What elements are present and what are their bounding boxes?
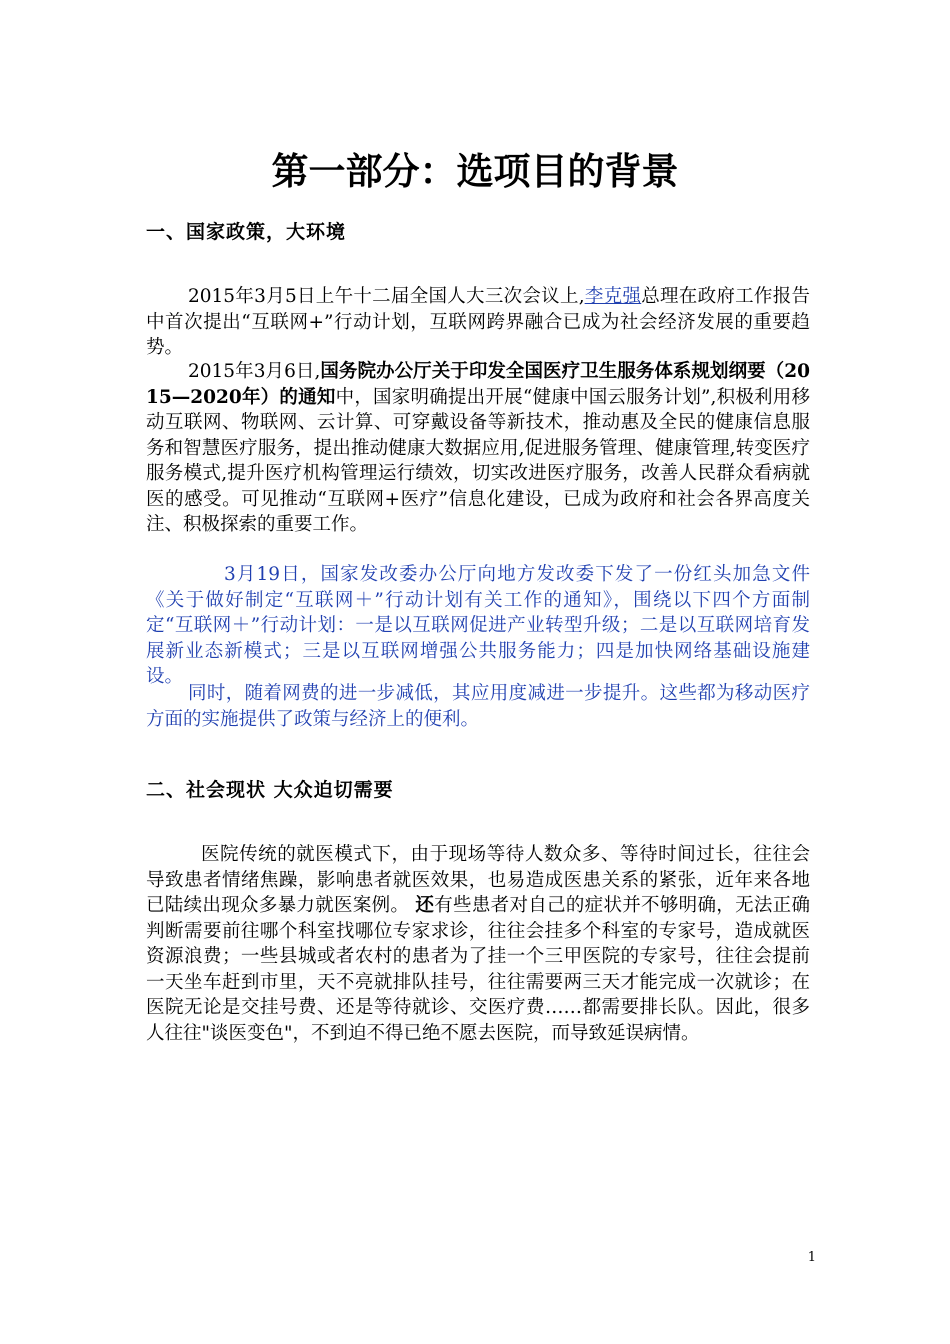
paragraph-hospital-queues bbox=[146, 842, 810, 1046]
paragraph-text: 医院传统的就医模式下，由于现场等待人数众多、等待时间过长，往往会导致患者情绪焦躁，影响患者就医效果，也易造成医患关系的紧张，近年来各地已陆续出现众多暴力就医案例。 bbox=[146, 844, 810, 916]
section-heading-policy: 一、国家政策，大环境 bbox=[146, 221, 347, 243]
paragraph-state-council-notice bbox=[146, 359, 810, 538]
paragraph-premier-report bbox=[146, 284, 810, 361]
notice-title-bold: 国务院办公厅关于印发全国医疗卫生服务体系规划纲要（2015—2020年）的通知 bbox=[146, 361, 810, 408]
paragraph-network-fees: 同时，随着网费的进一步减低，其应用度减进一步提升。这些都为移动医疗方面的实施提供了政策与经济上的便利。 bbox=[146, 683, 810, 730]
paragraph-text: 有些患者对自己的症状并不够明确，无法正确判断需要前往哪个科室找哪位专家求诊，往往会挂多个科室的专家号，造成就医资源浪费；一些县城或者农村的患者为了挂一个三甲医院的专家号，往往会提前一天坐车赶到市里，天不亮就排队挂号，往往需要两三天才能完成一次就诊；在医院无论是交挂号费、还是等待就诊、交医疗费……都需要排长队。因此，很多人往往"谈医变色"，不到迫不得已绝不愿去医院，而导致延误病情。 bbox=[146, 895, 810, 1044]
page-number: 1 bbox=[807, 1250, 816, 1265]
paragraph-text: 2015年3月6日, bbox=[188, 361, 321, 382]
link-li-keqiang[interactable]: 李克强 bbox=[584, 286, 642, 307]
paragraph-ndrc-notice: 3月19日，国家发改委办公厅向地方发改委下发了一份红头加急文件《关于做好制定“互联网＋”行动计划有关工作的通知》，围绕以下四个方面制定“互联网＋”行动计划：一是以互联网促进产业转型升级；二是以互联网培育发展新业态新模式；三是以互联网增强公共服务能力；四是加快网络基础设施建设。 bbox=[146, 564, 810, 687]
paragraph-text: 总理在政府工作报告中首次提出“互联网+”行动计划，互联网跨界融合已成为社会经济发展的重要趋势。 bbox=[146, 286, 810, 358]
page-title: 第一部分：选项目的背景 bbox=[271, 150, 679, 193]
paragraph-text: 中，国家明确提出开展“健康中国云服务计划”,积极利用移动互联网、物联网、云计算、可穿戴设备等新技术，推动惠及全民的健康信息服务和智慧医疗服务，提出推动健康大数据应用,促进服务管理、健康管理,转变医疗服务模式,提升医疗机构管理运行绩效，切实改进医疗服务，改善人民群众看病就医的感受。可见推动“互联网+医疗”信息化建设，已成为政府和社会各界高度关注、积极探索的重要工作。 bbox=[146, 386, 810, 535]
paragraph-text: 2015年3月5日上午十二届全国人大三次会议上, bbox=[188, 286, 585, 307]
emphasis-bold: 还 bbox=[415, 895, 435, 916]
section-heading-social-status: 二、社会现状 大众迫切需要 bbox=[146, 779, 394, 801]
